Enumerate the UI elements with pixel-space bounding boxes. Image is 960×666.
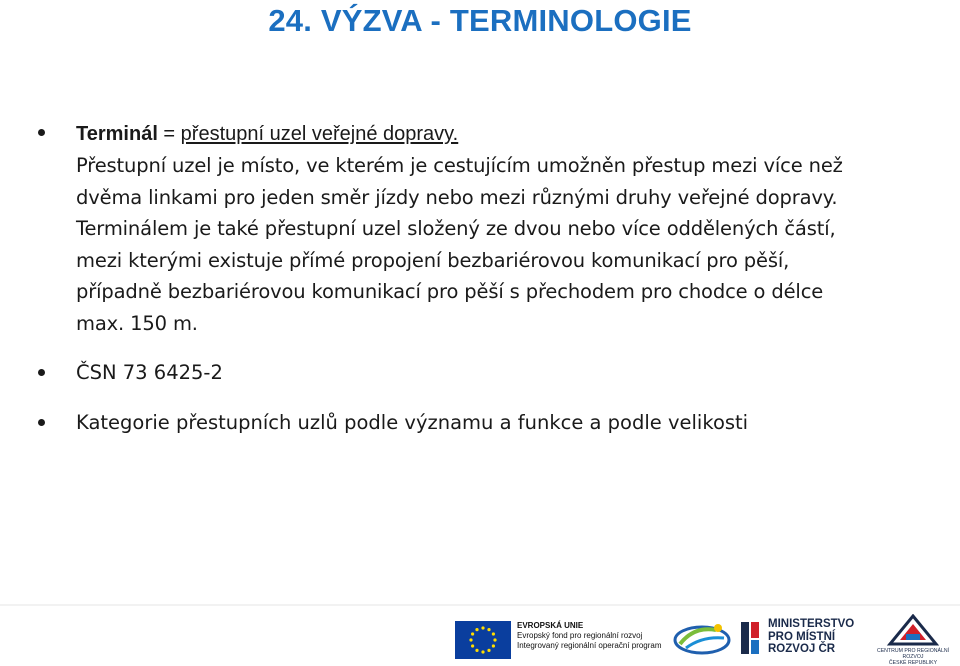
eu-flag-icon xyxy=(455,621,511,659)
crr-line: CENTRUM PRO REGIONÁLNÍ ROZVOJ xyxy=(876,648,950,660)
list-item-categories xyxy=(38,407,943,439)
eu-program: Integrovaný regionální operační program xyxy=(517,641,662,650)
irop-logo-icon xyxy=(672,618,734,658)
crr-logo-icon xyxy=(878,614,948,648)
ministry-logo-icon xyxy=(739,618,763,658)
list-item-text: ČSN 73 6425-2 xyxy=(76,360,223,384)
bullet-icon xyxy=(38,129,45,136)
term-definition: přestupní uzel veřejné dopravy. xyxy=(180,123,459,145)
explanation-line: mezi kterými existuje přímé propojení bezbariérovou komunikací pro pěší, xyxy=(76,248,790,272)
term-label: Terminál xyxy=(76,123,158,145)
eu-fund: Evropský fond pro regionální rozvoj xyxy=(517,631,643,640)
term-definition-line xyxy=(76,118,943,150)
bullet-icon xyxy=(38,369,45,376)
explanation-line: Přestupní uzel je místo, ve kterém je cestujícím umožněn přestup mezi více než xyxy=(76,154,843,177)
ministry-line: PRO MÍSTNÍ xyxy=(768,630,836,643)
footer-divider xyxy=(0,604,960,606)
bullet-icon xyxy=(38,419,45,426)
list-item-terminal xyxy=(38,118,943,340)
ministry-line: MINISTERSTVO xyxy=(768,618,855,630)
ministry-line: ROZVOJ ČR xyxy=(768,643,836,655)
ministry-text xyxy=(768,618,854,656)
eu-text-block xyxy=(517,621,667,651)
slide-title: 24. VÝZVA - TERMINOLOGIE xyxy=(268,3,692,38)
equals-sign: = xyxy=(157,123,181,145)
eu-name: EVROPSKÁ UNIE xyxy=(517,621,584,630)
list-item-text: Kategorie přestupních uzlů podle významu a funkce a podle velikosti xyxy=(76,410,749,434)
explanation-line: max. 150 m. xyxy=(76,311,198,335)
list-item-standard xyxy=(38,357,943,389)
explanation-line: Terminálem je také přestupní uzel složený ze dvou nebo více oddělených částí, xyxy=(76,217,836,241)
footer-logos xyxy=(0,604,960,666)
explanation-line: dvěma linkami pro jeden směr jízdy nebo mezi různými druhy veřejné dopravy. xyxy=(76,185,838,209)
explanation-line: případně bezbariérovou komunikací pro pěší s přechodem pro chodce o délce xyxy=(76,280,824,304)
crr-line: ČESKÉ REPUBLIKY xyxy=(888,660,938,666)
crr-text xyxy=(868,648,958,666)
term-explanation xyxy=(76,150,943,340)
bullet-list xyxy=(38,118,943,439)
